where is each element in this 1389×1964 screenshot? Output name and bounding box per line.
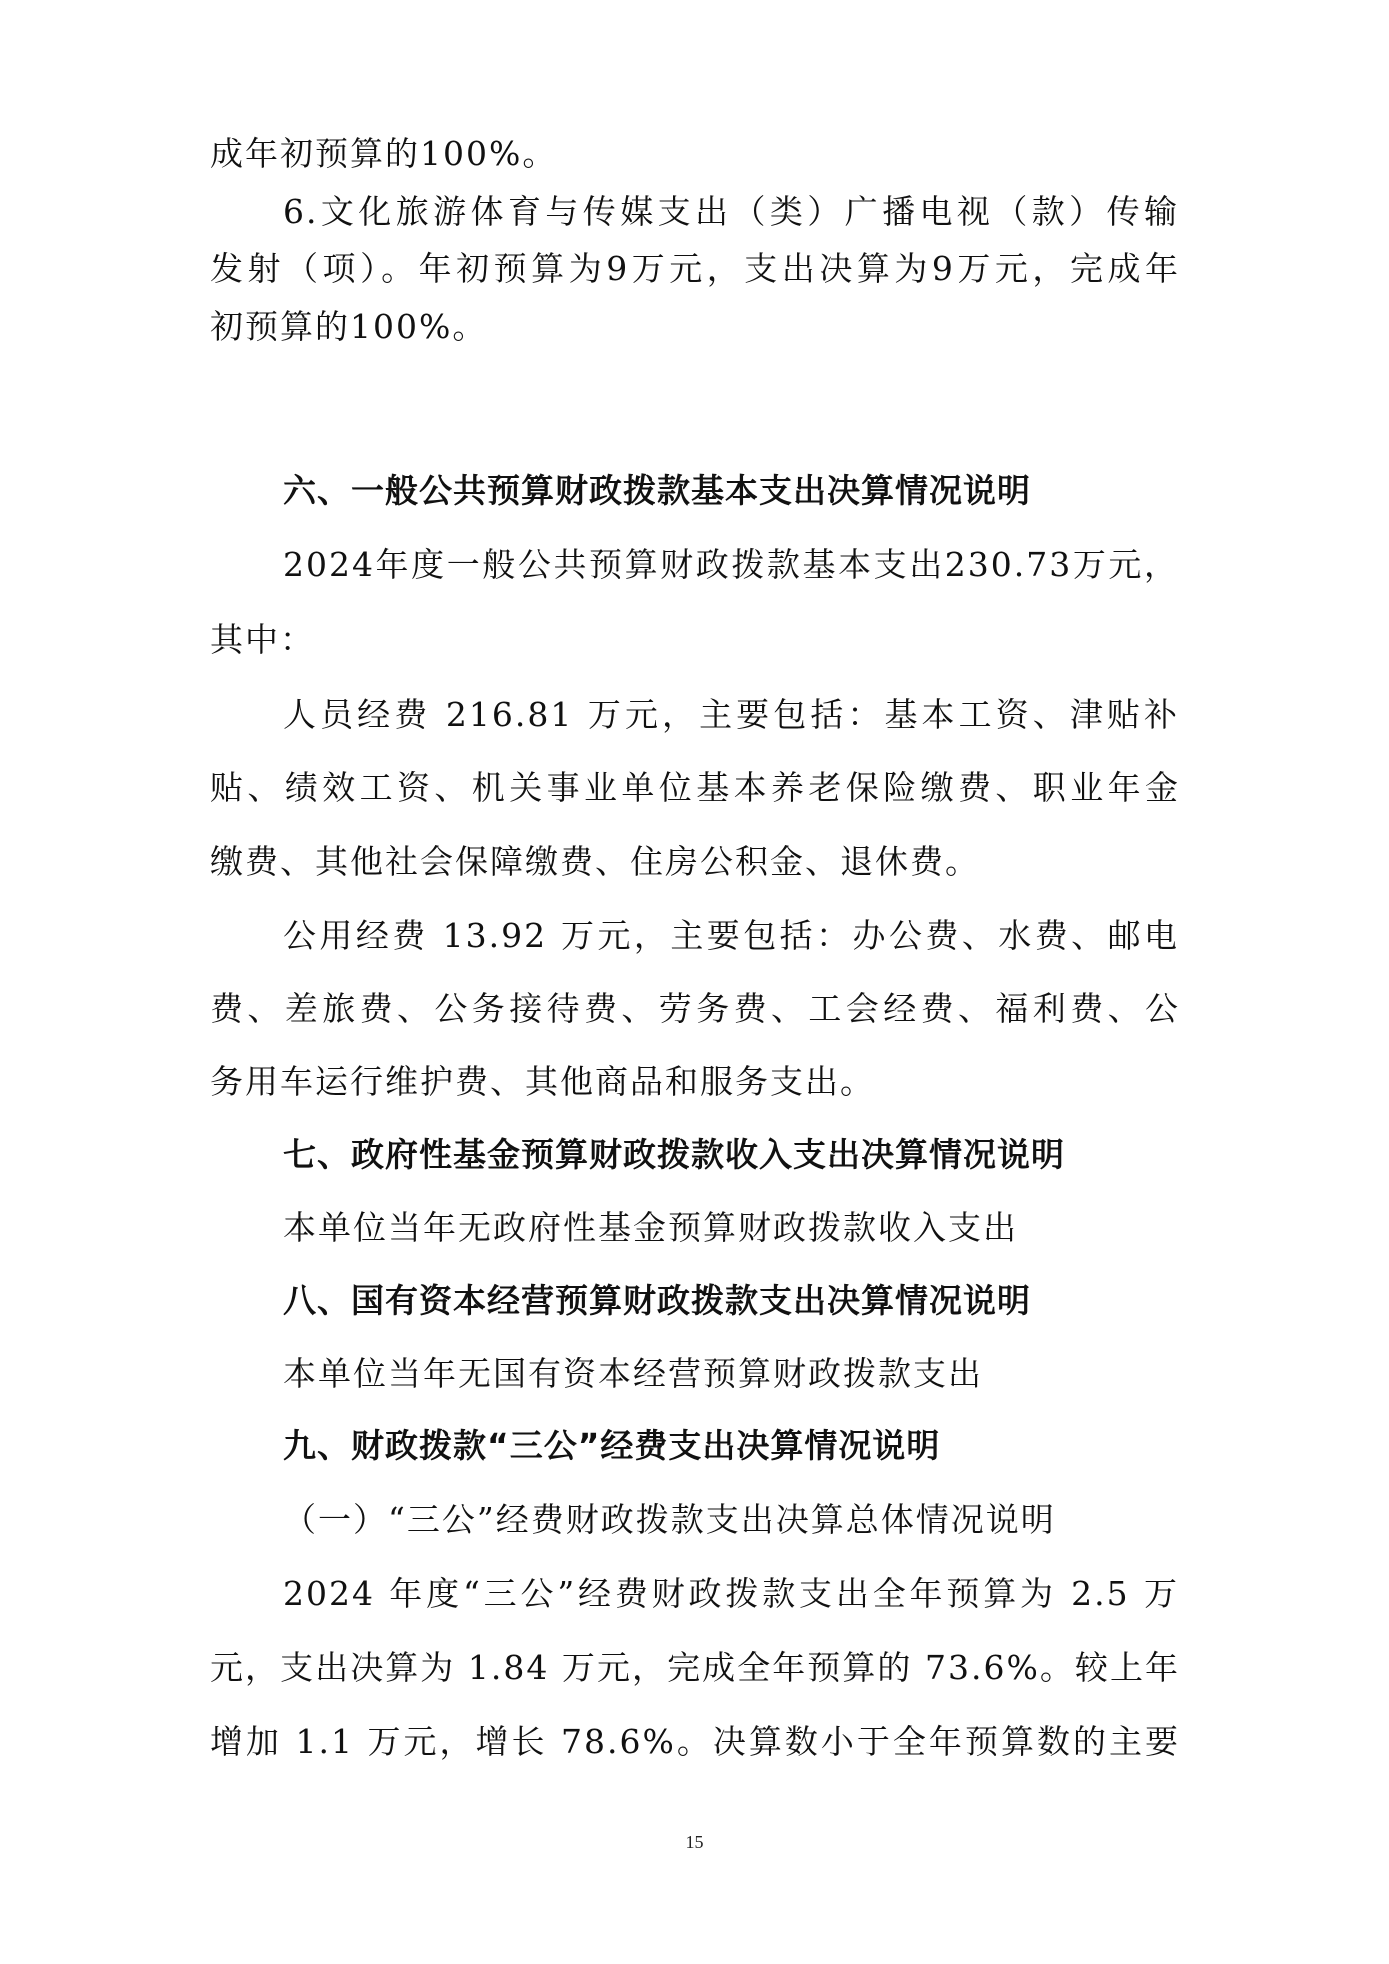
text-line: 缴费、其他社会保障缴费、住房公积金、退休费。 <box>210 842 980 881</box>
text-line: 本单位当年无政府性基金预算财政拨款收入支出 <box>283 1208 1018 1247</box>
section-heading: 九、财政拨款“三公”经费支出决算情况说明 <box>283 1426 941 1465</box>
section-heading: 七、政府性基金预算财政拨款收入支出决算情况说明 <box>283 1135 1065 1174</box>
text-line: 增加 1.1 万元，增长 78.6%。决算数小于全年预算数的主要 <box>210 1722 1180 1761</box>
text-line: 务用车运行维护费、其他商品和服务支出。 <box>210 1062 875 1101</box>
text-line: 6.文化旅游体育与传媒支出（类）广播电视（款）传输 <box>283 192 1179 231</box>
text-line: 成年初预算的100%。 <box>210 134 558 173</box>
text-line: 贴、绩效工资、机关事业单位基本养老保险缴费、职业年金 <box>210 768 1180 807</box>
text-line: 其中： <box>210 620 315 659</box>
subsection-heading: （一）“三公”经费财政拨款支出决算总体情况说明 <box>283 1500 1056 1539</box>
text-line: 元，支出决算为 1.84 万元，完成全年预算的 73.6%。较上年 <box>210 1648 1180 1687</box>
text-line: 初预算的100%。 <box>210 307 488 346</box>
text-line: 费、差旅费、公务接待费、劳务费、工会经费、福利费、公 <box>210 989 1180 1028</box>
text-line: 人员经费 216.81 万元，主要包括：基本工资、津贴补 <box>283 695 1179 734</box>
page-number: 15 <box>685 1832 704 1852</box>
text-line: 2024 年度“三公”经费财政拨款支出全年预算为 2.5 万 <box>283 1574 1179 1613</box>
text-line: 公用经费 13.92 万元，主要包括：办公费、水费、邮电 <box>283 916 1179 955</box>
section-heading: 六、一般公共预算财政拨款基本支出决算情况说明 <box>283 471 1031 510</box>
section-heading: 八、国有资本经营预算财政拨款支出决算情况说明 <box>283 1281 1031 1320</box>
text-line: 本单位当年无国有资本经营预算财政拨款支出 <box>283 1354 983 1393</box>
text-line: 2024年度一般公共预算财政拨款基本支出230.73万元， <box>283 545 1179 584</box>
text-line: 发射（项）。年初预算为9万元，支出决算为9万元，完成年 <box>210 249 1180 288</box>
